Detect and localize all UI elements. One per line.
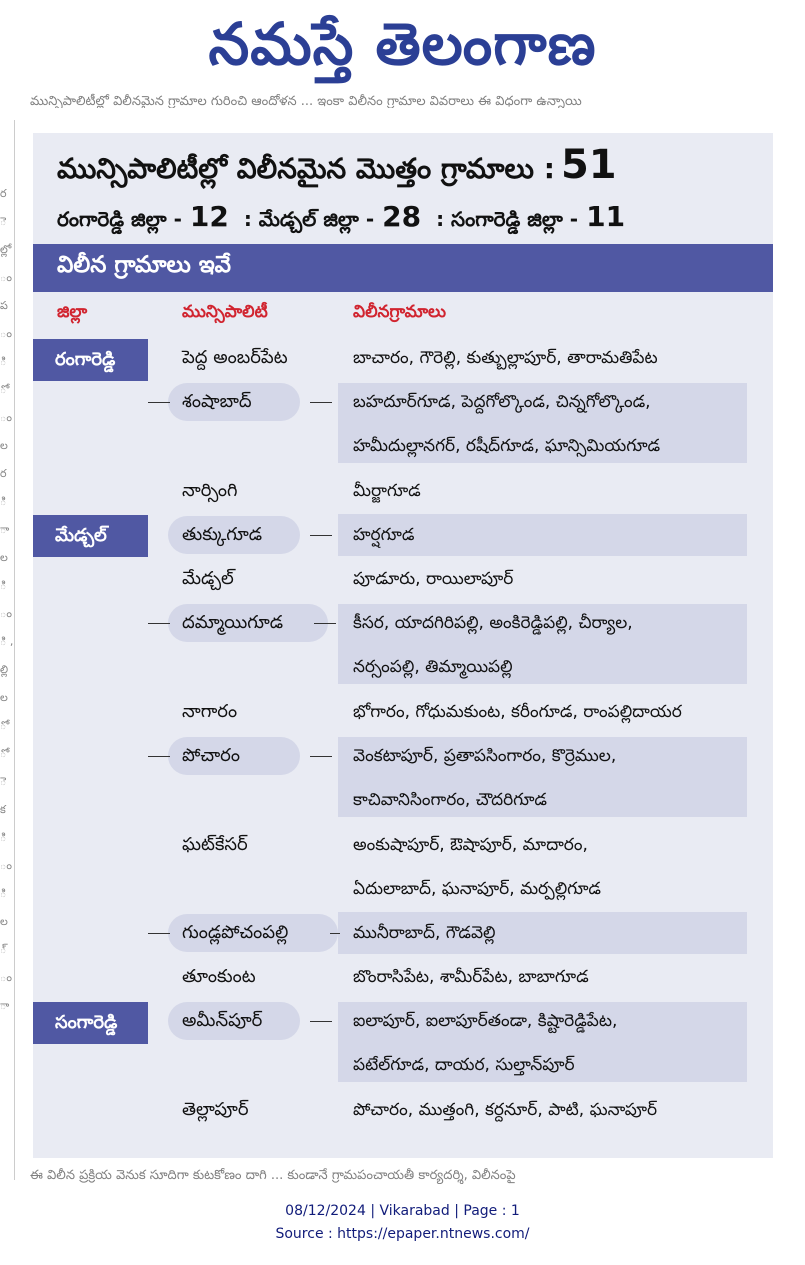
column-header-district: జిల్లా (57, 302, 88, 322)
village-list (353, 557, 763, 601)
headline-text: మున్సిపాలిటీల్లో విలీనమైన మొత్తం గ్రామాలు : (57, 152, 555, 185)
column-header-municipality: మున్సిపాలిటీ (182, 302, 268, 322)
summary-count: 12 (189, 200, 229, 233)
footer-source-link[interactable]: Source : https://epaper.ntnews.com/ (275, 1226, 530, 1242)
village-line: బొంరాసిపేట, శామీర్‌పేట, బాబాగూడ (353, 967, 589, 987)
column-header-villages: విలీనగ్రామాలు (353, 302, 446, 322)
headline-total: 51 (560, 142, 617, 188)
municipality-name: నాగారం (182, 701, 238, 722)
municipality-name: మేడ్చల్ (182, 568, 234, 589)
connector-line (310, 1021, 332, 1022)
municipality-name: తుక్కుగూడ (182, 524, 263, 545)
village-line: హమీదుల్లానగర్, రషీద్‌గూడ, ఘాన్సిమియగూడ (353, 436, 661, 456)
summary-label: : సంగారెడ్డి జిల్లా - (436, 207, 579, 231)
village-list (353, 999, 763, 1087)
connector-line (310, 535, 332, 536)
masthead-logo: నమస్తే తెలంగాణ (208, 10, 597, 78)
column-divider (14, 120, 15, 1180)
section-title: విలీన గ్రామాలు ఇవే (57, 252, 232, 278)
connector-line (314, 623, 336, 624)
connector-line (148, 756, 170, 757)
village-list (353, 690, 763, 734)
village-line: అంకుషాపూర్, ఔషాపూర్, మాదారం, (353, 835, 588, 855)
village-list (353, 823, 763, 911)
municipality-name: శంషాబాద్ (182, 391, 252, 412)
connector-line (148, 933, 170, 934)
village-line: పోచారం, ముత్తంగి, కర్దనూర్, పాటి, ఘనాపూర్ (353, 1100, 658, 1120)
municipality-name: తెల్లాపూర్ (182, 1099, 249, 1120)
connector-line (330, 933, 340, 934)
municipality-name: పెద్ద అంబర్‌పేట (182, 347, 288, 368)
municipality-name: పోచారం (182, 745, 240, 766)
municipality-name: తూంకుంట (182, 966, 256, 987)
top-cut-text: మున్సిపాలిటీల్లో విలీనమైన గ్రామాల గురించి ఆందోళన ... ఇంకా విలీనం గ్రామాల వివరాలు ఈ విధంగా ఉన్నాయి (30, 94, 582, 108)
bottom-cut-text: ఈ విలీన ప్రక్రియ వెనుక సూదిగా కుటకోణం దాగి ... కుండానే గ్రామపంచాయతీ కార్యదర్శి, విలీనంపై (30, 1168, 516, 1183)
side-column-fragments: ర ె ల్లో ం ప ం ి ో ం ల ర ి ా ల ి ం ి , ల్లి ల ో ో ె క ి ం ి ల ్ ం ా (0, 187, 14, 1012)
district-label: సంగారెడ్డి (33, 1002, 148, 1044)
municipality-name: ఘట్‌కేసర్ (182, 834, 248, 855)
village-line: మీర్జాగూడ (353, 481, 421, 501)
municipality-name: అమీన్‌పూర్ (182, 1010, 263, 1031)
connector-line (148, 402, 170, 403)
footer-date-edition: 08/12/2024 | Vikarabad | Page : 1 (285, 1203, 520, 1219)
village-line: భోగారం, గోధుమకుంట, కరీంగూడ, రాంపల్లిదాయర (353, 702, 682, 722)
village-line: కాచివానిసింగారం, చౌదరిగూడ (353, 790, 548, 810)
village-line: నర్సంపల్లి, తిమ్మాయిపల్లి (353, 657, 513, 677)
municipality-name: గుండ్లపోచంపల్లి (182, 922, 289, 943)
village-line: బహదూర్‌గూడ, పెద్దగోల్కొండ, చిన్నగోల్కొండ, (353, 392, 651, 412)
village-line: పటేల్‌గూడ, దాయర, సుల్తాన్‌పూర్ (353, 1055, 575, 1075)
district-label: మేడ్చల్ (33, 515, 148, 557)
village-line: మునీరాబాద్, గౌడవెల్లి (353, 923, 496, 943)
summary-count: 28 (382, 200, 422, 233)
village-list (353, 911, 763, 955)
headline (57, 142, 617, 192)
village-list (353, 601, 763, 689)
village-line: పూడూరు, రాయిలాపూర్ (353, 569, 514, 589)
summary-label: : మేడ్చల్ జిల్లా - (243, 207, 375, 231)
village-line: ఐలాపూర్, ఐలాపూర్‌తండా, కిష్టారెడ్డిపేట, (353, 1011, 618, 1031)
village-list (353, 380, 763, 468)
connector-line (148, 623, 170, 624)
summary-count: 11 (586, 200, 626, 233)
village-line: కీసర, యాదగిరిపల్లి, అంకిరెడ్డిపల్లి, చీర్యాల, (353, 613, 633, 633)
village-line: బాచారం, గౌరెల్లి, కుత్బుల్లాపూర్, తారామతిపేట (353, 348, 658, 368)
village-line: ఏదులాబాద్, ఘనాపూర్, మర్పల్లిగూడ (353, 879, 602, 899)
village-line: హర్షగూడ (353, 525, 415, 545)
district-label: రంగారెడ్డి (33, 339, 148, 381)
connector-line (310, 756, 332, 757)
district-summary (57, 200, 633, 236)
village-list (353, 1088, 763, 1132)
connector-line (310, 402, 332, 403)
municipality-name: దమ్మాయిగూడ (182, 612, 284, 633)
village-list (353, 336, 763, 380)
village-line: వెంకటాపూర్, ప్రతాపసింగారం, కొర్రెముల, (353, 746, 617, 766)
village-list (353, 469, 763, 513)
village-list (353, 955, 763, 999)
municipality-name: నార్సింగి (182, 480, 238, 501)
village-list (353, 734, 763, 822)
summary-label: రంగారెడ్డి జిల్లా - (57, 207, 182, 231)
village-list (353, 513, 763, 557)
